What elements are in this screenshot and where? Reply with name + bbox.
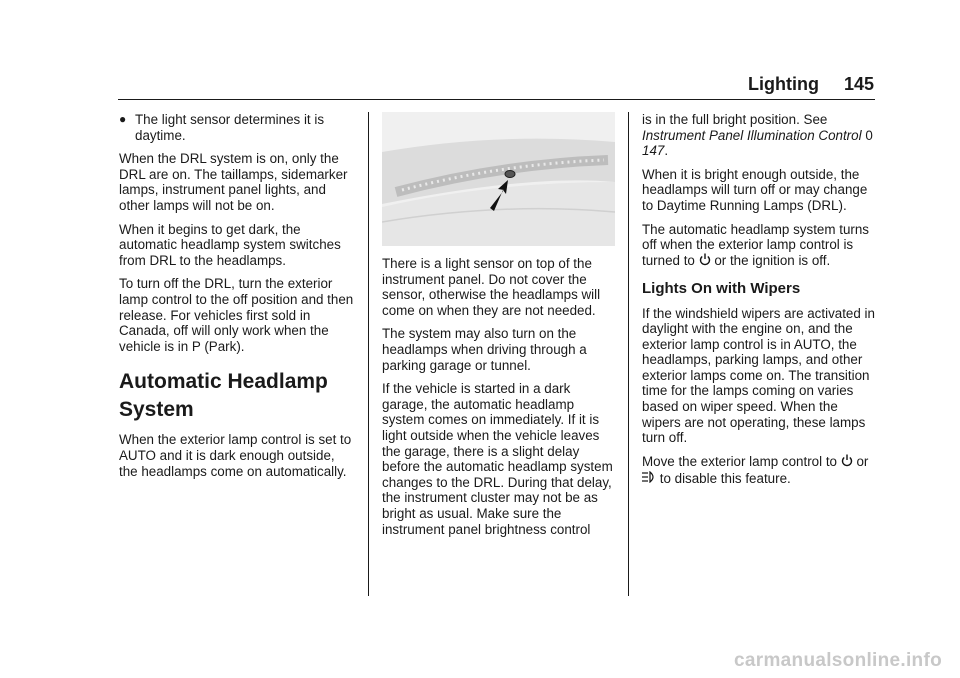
paragraph-text: to disable this feature. xyxy=(659,470,791,486)
paragraph: When it begins to get dark, the automatic headlamp system switches from DRL to the headlamps. xyxy=(119,221,341,268)
page-number: 145 xyxy=(843,74,874,94)
paragraph xyxy=(642,222,878,270)
light-sensor-illustration xyxy=(382,112,615,246)
column-2 xyxy=(382,112,618,545)
paragraph-text: or the ignition is off. xyxy=(714,252,831,268)
paragraph xyxy=(642,112,878,159)
page-header xyxy=(748,74,874,96)
paragraph-text: Move the exterior lamp control to xyxy=(642,453,837,469)
header-rule xyxy=(118,99,875,100)
paragraph: When it is bright enough outside, the headlamps will turn off or may change to Daytime Running Lamps (DRL). xyxy=(642,166,868,213)
paragraph xyxy=(642,454,878,487)
sensor-dot xyxy=(505,171,515,178)
paragraph-text: The automatic headlamp system turns off when the exterior lamp control is turned to xyxy=(642,221,870,268)
paragraph: When the exterior lamp control is set to AUTO and it is dark enough outside, the headlamps come on automatically. xyxy=(119,432,352,479)
bullet-dot: ● xyxy=(119,112,127,126)
bullet-item xyxy=(119,112,355,143)
section-title: Lighting xyxy=(748,74,819,94)
paragraph: To turn off the DRL, turn the exterior lamp control to the off position and then release. For vehicles first sold in Canada, off will only work when the vehicle is in P (Park). xyxy=(119,276,354,354)
column-1 xyxy=(119,112,355,487)
page-ref-number[interactable]: 147 xyxy=(642,143,665,159)
paragraph: If the vehicle is started in a dark garage, the automatic headlamp system comes on immediately. If it is light outside when the vehicle leaves the garage, there is a slight delay before the automatic headlamp system changes to the DRL. During that delay, the instrument cluster may not be as bright as usual. Make sure the instrument panel brightness control xyxy=(382,381,613,537)
cross-reference-link[interactable]: Instrument Panel Illumination Control xyxy=(642,127,862,143)
paragraph-text: or xyxy=(856,453,869,469)
bullet-text: The light sensor determines it is daytime. xyxy=(135,112,325,143)
column-3 xyxy=(642,112,878,495)
drl-lamp-icon xyxy=(642,471,656,487)
paragraph: If the windshield wipers are activated in daylight with the engine on, and the exterior lamp control is in AUTO, the headlamps, parking lamps, and other exterior lamps come on. The transition time for the lamps coming on varies based on wiper speed. When the wipers are not operating, these lamps turn off. xyxy=(642,305,875,446)
paragraph-text: is in the full bright position. See xyxy=(642,112,828,127)
paragraph: There is a light sensor on top of the instrument panel. Do not cover the sensor, otherwise the headlamps will come on when they are not needed. xyxy=(382,256,601,318)
subsection-heading: Lights On with Wipers xyxy=(642,279,801,297)
punctuation: . xyxy=(664,143,669,159)
watermark: carmanualsonline.info xyxy=(734,650,942,671)
column-divider-2 xyxy=(628,112,629,596)
paragraph: The system may also turn on the headlamps when driving through a parking garage or tunnel. xyxy=(382,326,587,373)
power-off-icon xyxy=(841,454,853,471)
column-divider-1 xyxy=(368,112,369,596)
page-ref-symbol: 0 xyxy=(865,127,873,143)
section-heading: Automatic Headlamp System xyxy=(119,370,328,422)
power-off-icon xyxy=(699,253,711,270)
paragraph: When the DRL system is on, only the DRL are on. The taillamps, sidemarker lamps, instrument panel lights, and other lamps will not be on. xyxy=(119,151,348,213)
